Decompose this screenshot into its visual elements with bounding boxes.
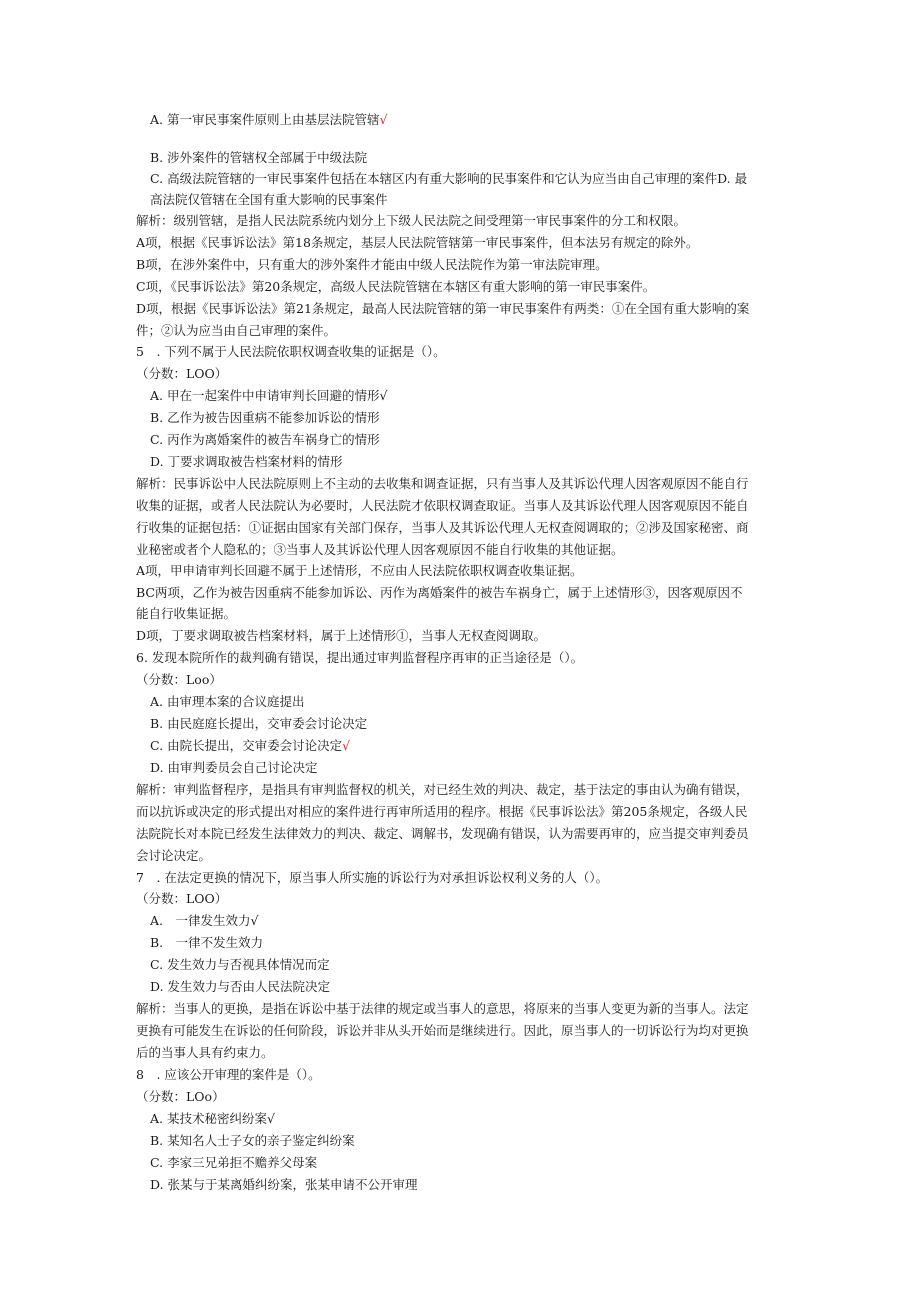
question-stem: 8 . 应该公开审理的案件是（）。 bbox=[136, 1067, 321, 1082]
analysis-line: 解析：民事诉讼中人民法院原则上不主动的去收集和调查证据，只有当事人及其诉讼代理人因客观原因不能自行 bbox=[136, 476, 749, 491]
q7-option-a: A. 一律发生效力√ bbox=[150, 913, 259, 928]
q6-option-b: B. 由民庭庭长提出，交审委会讨论决定 bbox=[150, 716, 368, 731]
analysis-line: 解析：审判监督程序，是指具有审判监督权的机关，对已经生效的判决、裁定，基于法定的事由认为确有错误， bbox=[136, 782, 749, 797]
question-stem: 5 . 下列不属于人民法院依职权调查收集的证据是（）。 bbox=[136, 344, 446, 359]
analysis-line: 件；②认为应当由自己审理的案件。 bbox=[136, 323, 337, 338]
check-mark-icon: √ bbox=[379, 388, 388, 403]
check-mark-icon: √ bbox=[342, 738, 351, 753]
analysis-line: A项，根据《民事诉讼法》第18条规定，基层人民法院管辖第一审民事案件，但本法另有规定的除外。 bbox=[136, 235, 699, 250]
question-score: （分数：LOo） bbox=[136, 1089, 225, 1104]
q7-option-c: C. 发生效力与否视具体情况而定 bbox=[150, 957, 330, 972]
q5-option-a: A. 甲在一起案件中申请审判长回避的情形√ bbox=[150, 388, 388, 403]
q5-option-c: C. 丙作为离婚案件的被告车祸身亡的情形 bbox=[150, 432, 380, 447]
q5-option-b: B. 乙作为被告因重病不能参加诉讼的情形 bbox=[150, 410, 380, 425]
q7-option-d: D. 发生效力与否由人民法院决定 bbox=[150, 979, 331, 994]
analysis-line: D项，丁要求调取被告档案材料，属于上述情形①，当事人无权查阅调取。 bbox=[136, 628, 547, 643]
question-stem: 7 . 在法定更换的情况下，原当事人所实施的诉讼行为对承担诉讼权利义务的人（）。 bbox=[136, 870, 609, 885]
q4-option-a: A. 第一审民事案件原则上由基层法院管辖√ bbox=[150, 112, 388, 127]
analysis-line: 而以抗诉或决定的形式提出对相应的案件进行再审所适用的程序。根据《民事诉讼法》第205条规定，各级人民 bbox=[136, 804, 748, 819]
q6-option-a: A. 由审理本案的合议庭提出 bbox=[150, 694, 305, 709]
analysis-line: 收集的证据，或者人民法院认为必要时，人民法院才依职权调查取证。当事人及其诉讼代理人因客观原因不能自 bbox=[136, 498, 749, 513]
analysis-line: 解析：当事人的更换，是指在诉讼中基于法律的规定或当事人的意思，将原来的当事人变更为新的当事人。法定 bbox=[136, 1001, 749, 1016]
analysis-line: 解析：级别管辖，是指人民法院系统内划分上下级人民法院之间受理第一审民事案件的分工和权限。 bbox=[136, 213, 687, 228]
analysis-line: 业秘密或者个人隐私的；③当事人及其诉讼代理人因客观原因不能自行收集的其他证据。 bbox=[136, 542, 624, 557]
analysis-line: 会讨论决定。 bbox=[136, 848, 212, 863]
analysis-line: 后的当事人具有约束力。 bbox=[136, 1045, 274, 1060]
analysis-line: BC两项，乙作为被告因重病不能参加诉讼、丙作为离婚案件的被告车祸身亡，属于上述情形③，因客观原因不 bbox=[136, 585, 743, 600]
check-mark-icon: √ bbox=[379, 112, 388, 127]
q6-option-c: C. 由院长提出，交审委会讨论决定√ bbox=[150, 738, 351, 753]
q6-option-d: D. 由审判委员会自己讨论决定 bbox=[150, 760, 318, 775]
q7-option-b: B. 一律不发生效力 bbox=[150, 935, 264, 950]
check-mark-icon: √ bbox=[266, 1111, 275, 1126]
q4-option-d: 高法院仅管辖在全国有重大影响的民事案件 bbox=[150, 192, 388, 207]
q4-option-b: B. 涉外案件的管辖权全部属于中级法院 bbox=[150, 150, 368, 165]
analysis-line: 能自行收集证据。 bbox=[136, 606, 237, 621]
analysis-line: B项，在涉外案件中，只有重大的涉外案件才能由中级人民法院作为第一审法院审理。 bbox=[136, 257, 608, 272]
q8-option-c: C. 李家三兄弟拒不赡养父母案 bbox=[150, 1155, 318, 1170]
analysis-line: A项，甲申请审判长回避不属于上述情形，不应由人民法院依职权调查收集证据。 bbox=[136, 563, 583, 578]
question-stem: 6. 发现本院所作的裁判确有错误，提出通过审判监督程序再审的正当途径是（）。 bbox=[136, 650, 584, 665]
question-score: （分数：Loo） bbox=[136, 672, 222, 687]
analysis-line: 更换有可能发生在诉讼的任何阶段，诉讼并非从头开始而是继续进行。因此，原当事人的一切诉讼行为均对更换 bbox=[136, 1023, 749, 1038]
q8-option-b: B. 某知名人士子女的亲子鉴定纠纷案 bbox=[150, 1133, 355, 1148]
q4-option-c: C. 高级法院管辖的一审民事案件包括在本辖区内有重大影响的民事案件和它认为应当由自己审理的案件D. 最 bbox=[150, 171, 748, 186]
analysis-line: 行收集的证据包括：①证据由国家有关部门保存，当事人及其诉讼代理人无权查阅调取的；②涉及国家秘密、商 bbox=[136, 520, 749, 535]
q8-option-a: A. 某技术秘密纠纷案√ bbox=[150, 1111, 275, 1126]
question-score: （分数：LOO） bbox=[136, 366, 228, 381]
q5-option-d: D. 丁要求调取被告档案材料的情形 bbox=[150, 454, 343, 469]
analysis-line: D项，根据《民事诉讼法》第21条规定，最高人民法院管辖的第一审民事案件有两类：①在全国有重大影响的案 bbox=[136, 301, 750, 316]
question-score: （分数：LOO） bbox=[136, 891, 228, 906]
check-mark-icon: √ bbox=[250, 913, 259, 928]
analysis-line: C项，《民事诉讼法》第20条规定，高级人民法院管辖在本辖区有重大影响的第一审民事案件。 bbox=[136, 279, 656, 294]
analysis-line: 法院院长对本院已经发生法律效力的判决、裁定、调解书，发现确有错误，认为需要再审的，应当提交审判委员 bbox=[136, 826, 749, 841]
q8-option-d: D. 张某与于某离婚纠纷案，张某申请不公开审理 bbox=[150, 1177, 418, 1192]
